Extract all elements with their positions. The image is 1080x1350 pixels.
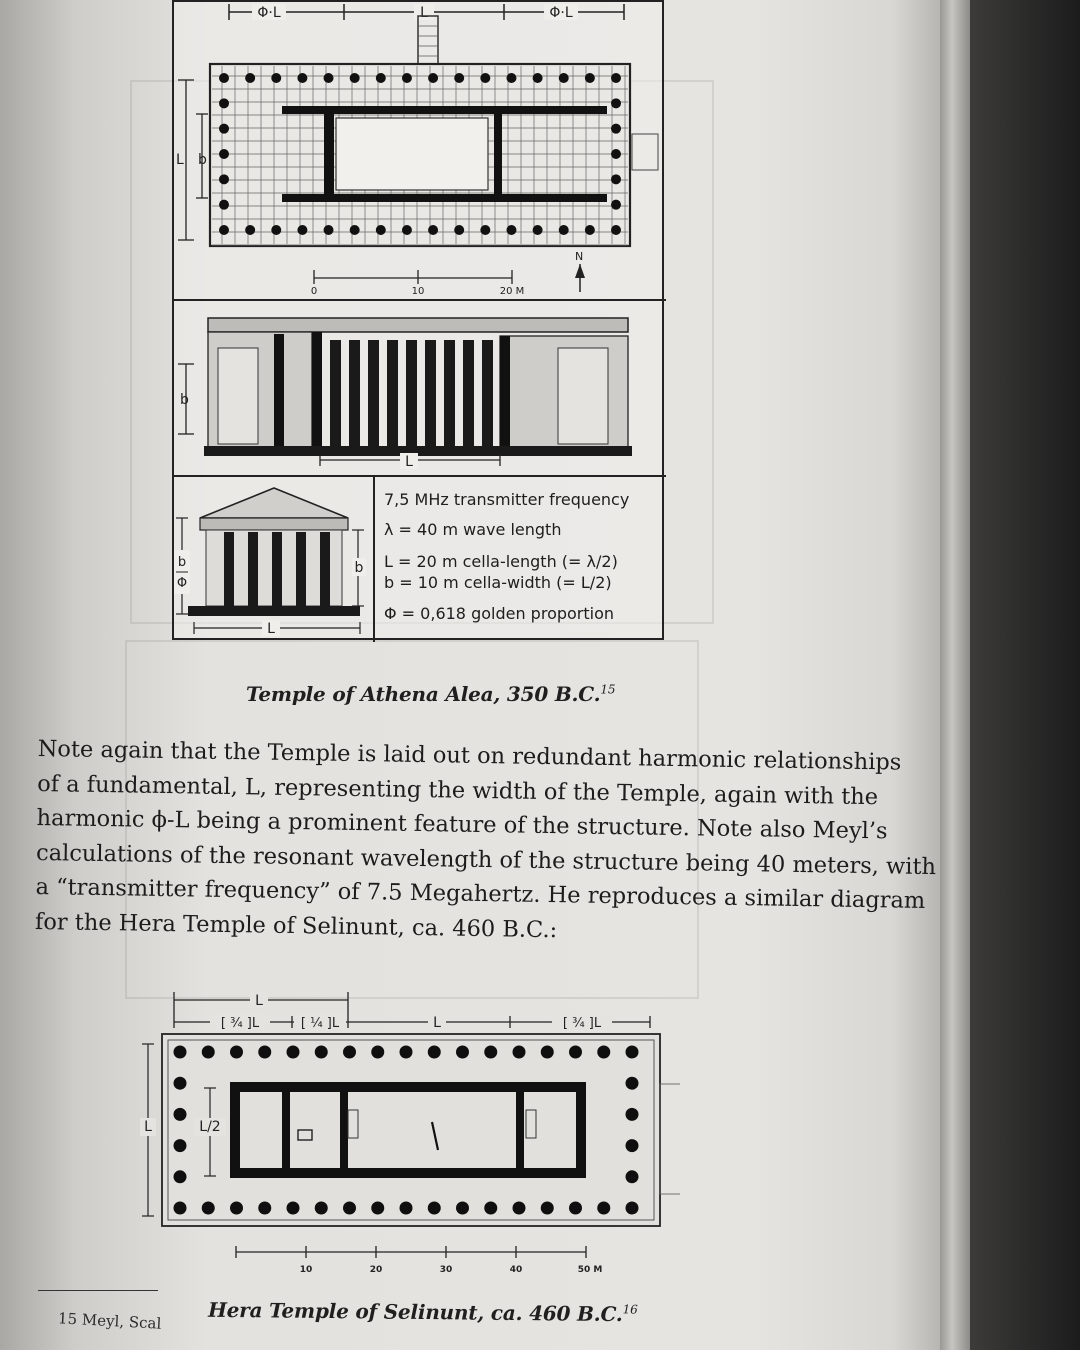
hera-scale-50: 50 M bbox=[577, 1265, 603, 1275]
hera-column bbox=[174, 1108, 187, 1121]
section-column bbox=[387, 340, 398, 446]
column-marker bbox=[219, 149, 229, 159]
column-marker bbox=[611, 98, 621, 108]
column-marker bbox=[611, 174, 621, 184]
figure-legend bbox=[380, 480, 662, 638]
column-marker bbox=[271, 73, 281, 83]
column-marker bbox=[245, 225, 255, 235]
column-marker bbox=[611, 225, 621, 235]
b-front-label: b bbox=[354, 560, 364, 576]
l-section-label: L bbox=[405, 454, 413, 470]
legend-cella-width: b = 10 m cella-width (= L/2) bbox=[384, 573, 612, 592]
three-quarter-right-label: [ ¾ ]L bbox=[562, 1016, 602, 1031]
hera-column bbox=[371, 1046, 384, 1059]
phi-l-right-label: Φ·L bbox=[549, 5, 573, 21]
figure2-caption bbox=[208, 1298, 638, 1326]
body-paragraph bbox=[34, 732, 937, 952]
hera-column bbox=[371, 1202, 384, 1215]
column-marker bbox=[271, 225, 281, 235]
hera-column bbox=[597, 1202, 610, 1215]
column-marker bbox=[376, 225, 386, 235]
hera-column bbox=[484, 1046, 497, 1059]
hera-column bbox=[569, 1202, 582, 1215]
column-marker bbox=[480, 73, 490, 83]
footnote-ref-16: 16 bbox=[622, 1302, 638, 1317]
hera-column bbox=[202, 1046, 215, 1059]
footnote-15: 15 Meyl, Scal bbox=[57, 1309, 162, 1333]
column-marker bbox=[611, 149, 621, 159]
column-marker bbox=[611, 124, 621, 134]
column-marker bbox=[324, 225, 334, 235]
column-marker bbox=[428, 73, 438, 83]
column-marker bbox=[506, 73, 516, 83]
hera-column bbox=[484, 1202, 497, 1215]
column-marker bbox=[506, 225, 516, 235]
hera-column bbox=[541, 1202, 554, 1215]
column-marker bbox=[559, 73, 569, 83]
figure2-caption-text: Hera Temple of Selinunt, ca. 460 B.C. bbox=[207, 1297, 623, 1327]
hera-column bbox=[428, 1202, 441, 1215]
hera-column bbox=[428, 1046, 441, 1059]
hera-column bbox=[258, 1202, 271, 1215]
l-top-label: L bbox=[420, 5, 428, 21]
hera-column bbox=[315, 1202, 328, 1215]
column-marker bbox=[219, 73, 229, 83]
hera-temple-figure bbox=[140, 980, 680, 1280]
hera-column bbox=[456, 1202, 469, 1215]
hera-column bbox=[569, 1046, 582, 1059]
hera-column bbox=[230, 1202, 243, 1215]
figure1-caption bbox=[246, 682, 615, 706]
hera-scale-40: 40 bbox=[509, 1265, 523, 1275]
column-marker bbox=[245, 73, 255, 83]
hera-column bbox=[626, 1108, 639, 1121]
column-marker bbox=[402, 73, 412, 83]
hera-column bbox=[626, 1170, 639, 1183]
hera-column bbox=[400, 1202, 413, 1215]
column-marker bbox=[219, 200, 229, 210]
column-marker bbox=[324, 73, 334, 83]
body-line: for the Hera Temple of Selinunt, ca. 460 B.C.: bbox=[34, 908, 558, 943]
scale-twenty: 20 M bbox=[499, 286, 525, 297]
footnote-ref-15: 15 bbox=[600, 682, 616, 697]
hera-scale-30: 30 bbox=[439, 1265, 453, 1275]
hera-column bbox=[174, 1139, 187, 1152]
column-marker bbox=[585, 225, 595, 235]
l-side-label: L bbox=[176, 152, 184, 168]
section-column bbox=[482, 340, 493, 446]
scale-zero: 0 bbox=[310, 286, 318, 297]
front-column bbox=[320, 532, 330, 606]
phi-l-left-label: Φ·L bbox=[257, 5, 281, 21]
half-l-label: L/2 bbox=[199, 1119, 221, 1135]
hera-column bbox=[174, 1202, 187, 1215]
section-column bbox=[368, 340, 379, 446]
hera-column bbox=[597, 1046, 610, 1059]
legend-frequency: 7,5 MHz transmitter frequency bbox=[384, 490, 630, 509]
legend-golden: Φ = 0,618 golden proportion bbox=[384, 604, 615, 623]
column-marker bbox=[480, 225, 490, 235]
column-marker bbox=[533, 225, 543, 235]
footnote-rule bbox=[38, 1290, 158, 1291]
body-line: of a fundamental, L, representing the width of the Temple, again with the bbox=[36, 770, 879, 810]
column-marker bbox=[402, 225, 412, 235]
figure1-caption-text: Temple of Athena Alea, 350 B.C. bbox=[246, 682, 601, 706]
hera-column bbox=[626, 1202, 639, 1215]
hera-column bbox=[513, 1202, 526, 1215]
hera-scale-10: 10 bbox=[299, 1265, 313, 1275]
hera-column bbox=[230, 1046, 243, 1059]
b-side-label: b bbox=[198, 152, 207, 168]
column-marker bbox=[219, 225, 229, 235]
hera-column bbox=[400, 1046, 413, 1059]
column-marker bbox=[219, 174, 229, 184]
front-column bbox=[248, 532, 258, 606]
hera-column bbox=[287, 1202, 300, 1215]
b-phi-numerator: b bbox=[177, 555, 187, 570]
hera-column bbox=[258, 1046, 271, 1059]
section-column bbox=[406, 340, 417, 446]
section-column bbox=[463, 340, 474, 446]
body-line: Note again that the Temple is laid out on redundant harmonic relationships bbox=[37, 735, 902, 776]
column-marker bbox=[219, 124, 229, 134]
column-marker bbox=[559, 225, 569, 235]
column-marker bbox=[611, 73, 621, 83]
book-cover-shadow bbox=[970, 0, 1080, 1350]
hera-column bbox=[626, 1077, 639, 1090]
column-marker bbox=[454, 225, 464, 235]
section-column bbox=[330, 340, 341, 446]
body-line: calculations of the resonant wavelength of the structure being 40 meters, with bbox=[35, 839, 937, 880]
column-marker bbox=[297, 73, 307, 83]
legend-cella-length: L = 20 m cella-length (= λ/2) bbox=[384, 552, 618, 571]
scale-ten: 10 bbox=[411, 286, 425, 297]
one-quarter-label: [ ¼ ]L bbox=[300, 1016, 340, 1031]
column-marker bbox=[219, 98, 229, 108]
column-marker bbox=[376, 73, 386, 83]
hera-temple-drawing bbox=[140, 980, 680, 1280]
l-front-label: L bbox=[267, 621, 275, 637]
hera-l-side-label: L bbox=[144, 1119, 152, 1135]
column-marker bbox=[454, 73, 464, 83]
hera-column bbox=[626, 1139, 639, 1152]
body-line: harmonic ϕ-L being a prominent feature of the structure. Note also Meyl’s bbox=[36, 804, 888, 845]
three-quarter-left-label: [ ¾ ]L bbox=[220, 1016, 260, 1031]
hera-column bbox=[202, 1202, 215, 1215]
front-column bbox=[224, 532, 234, 606]
column-marker bbox=[350, 225, 360, 235]
hera-column bbox=[174, 1170, 187, 1183]
section-column bbox=[444, 340, 455, 446]
body-line: a “transmitter frequency” of 7.5 Megahertz. He reproduces a similar diagram bbox=[35, 873, 926, 914]
column-marker bbox=[428, 225, 438, 235]
hera-column bbox=[456, 1046, 469, 1059]
b-section-label: b bbox=[180, 392, 189, 408]
column-marker bbox=[350, 73, 360, 83]
section-column bbox=[349, 340, 360, 446]
hera-column bbox=[174, 1046, 187, 1059]
north-label: N bbox=[575, 250, 584, 263]
hera-column bbox=[174, 1077, 187, 1090]
b-phi-denominator: Φ bbox=[176, 576, 188, 591]
hera-column bbox=[343, 1202, 356, 1215]
hera-column bbox=[541, 1046, 554, 1059]
front-column bbox=[296, 532, 306, 606]
hera-l-mid-label: L bbox=[433, 1015, 441, 1031]
hera-column bbox=[315, 1046, 328, 1059]
hera-column bbox=[343, 1046, 356, 1059]
section-column bbox=[425, 340, 436, 446]
column-marker bbox=[585, 73, 595, 83]
legend-wavelength: λ = 40 m wave length bbox=[384, 520, 562, 539]
column-marker bbox=[297, 225, 307, 235]
front-column bbox=[272, 532, 282, 606]
column-marker bbox=[611, 200, 621, 210]
hera-column bbox=[513, 1046, 526, 1059]
column-marker bbox=[533, 73, 543, 83]
hera-scale-20: 20 bbox=[369, 1265, 383, 1275]
hera-column bbox=[626, 1046, 639, 1059]
hera-l-top-label: L bbox=[255, 993, 263, 1009]
page-stack-edge bbox=[940, 0, 970, 1350]
hera-column bbox=[287, 1046, 300, 1059]
